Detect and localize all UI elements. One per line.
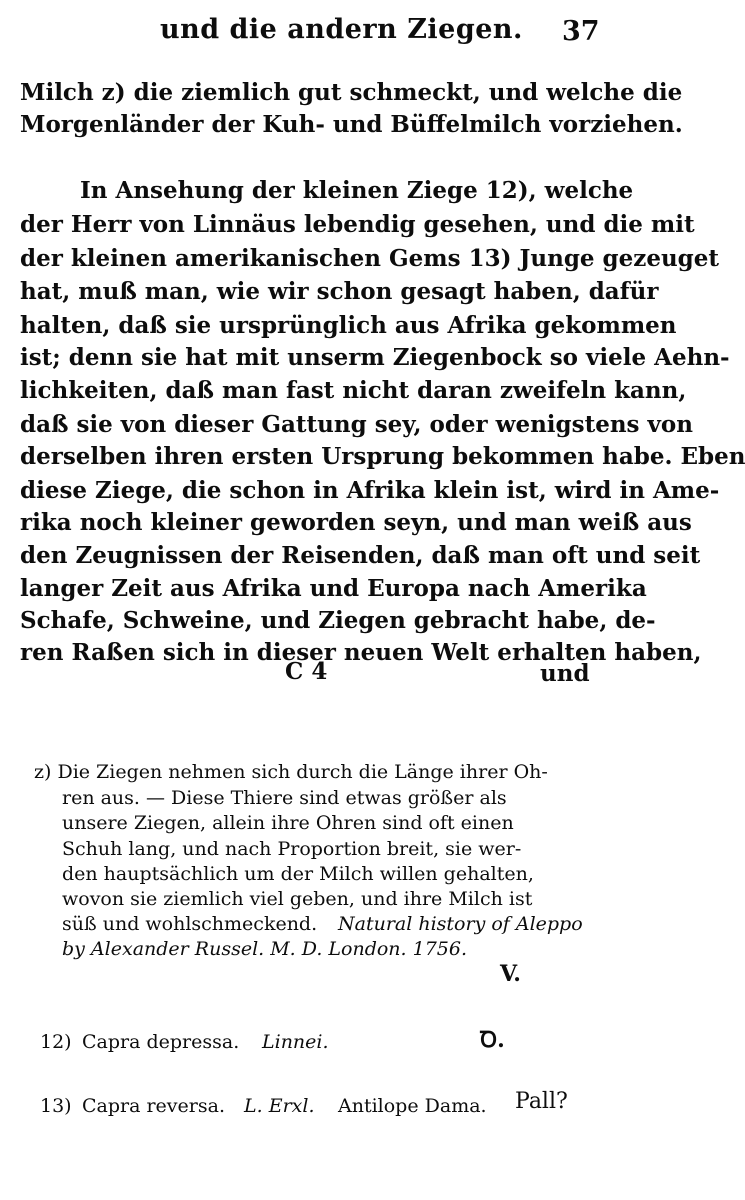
body-line: In Ansehung der kleinen Ziege 12), welche: [80, 177, 634, 204]
catchword: und: [540, 660, 590, 687]
note-author-query: Pall?: [515, 1089, 568, 1114]
note-species: Capra reversa.: [82, 1095, 225, 1117]
footnote-line: Schuh lang, und nach Proportion breit, sie wer-: [62, 838, 522, 860]
note-authors: L. Erxl.: [244, 1095, 315, 1117]
body-line: ist; denn sie hat mit unserm Ziegenbock so viele Aehn-: [20, 344, 730, 371]
body-line: daß sie von dieser Gattung sey, oder wenigstens von: [20, 411, 693, 438]
footnote-line: unsere Ziegen, allein ihre Ohren sind oft einen: [62, 812, 514, 834]
footnote-line: ren aus. — Diese Thiere sind etwas größer als: [62, 787, 507, 809]
footnote-signature: V.: [500, 961, 521, 987]
body-line: langer Zeit aus Afrika und Europa nach Amerika: [20, 575, 647, 602]
footnote-line: den hauptsächlich um der Milch willen gehalten,: [62, 863, 534, 885]
note-species: Capra depressa.: [82, 1031, 240, 1053]
note-author: Linnei.: [262, 1031, 329, 1053]
note-signature: Ꝺ.: [480, 1027, 505, 1053]
body-line: diese Ziege, die schon in Afrika klein ist, wird in Ame-: [20, 477, 720, 504]
note-marker: 12): [40, 1031, 72, 1053]
footnote-citation: by Alexander Russel. M. D. London. 1756.: [62, 938, 468, 960]
body-line: Schafe, Schweine, und Ziegen gebracht habe, de-: [20, 607, 656, 634]
footnote-citation: Natural history of Aleppo: [338, 913, 583, 935]
body-line: hat, muß man, wie wir schon gesagt haben, dafür: [20, 278, 659, 305]
body-line: lichkeiten, daß man fast nicht daran zweifeln kann,: [20, 377, 687, 404]
body-line: der Herr von Linnäus lebendig gesehen, und die mit: [20, 211, 695, 238]
footnote-line: süß und wohlschmeckend.: [62, 913, 318, 935]
body-line: Milch z) die ziemlich gut schmeckt, und welche die: [20, 79, 683, 106]
body-line: den Zeugnissen der Reisenden, daß man oft und seit: [20, 542, 701, 569]
body-line: Morgenländer der Kuh- und Büffelmilch vorziehen.: [20, 111, 683, 138]
note-marker: 13): [40, 1095, 72, 1117]
footnote-line: wovon sie ziemlich viel geben, und ihre Milch ist: [62, 888, 533, 910]
note-species-alt: Antilope Dama.: [338, 1095, 487, 1117]
footnote-line: z) Die Ziegen nehmen sich durch die Länge ihrer Oh-: [34, 761, 548, 783]
body-line: rika noch kleiner geworden seyn, und man weiß aus: [20, 509, 692, 536]
signature-mark: C 4: [285, 658, 328, 685]
running-head: und die andern Ziegen.: [160, 14, 523, 45]
page-number: 37: [562, 16, 600, 47]
body-line: der kleinen amerikanischen Gems 13) Junge gezeuget: [20, 245, 720, 272]
body-line: halten, daß sie ursprünglich aus Afrika gekommen: [20, 312, 677, 339]
body-line: derselben ihren ersten Ursprung bekommen habe. Eben: [20, 443, 745, 470]
body-line: ren Raßen sich in dieser neuen Welt erhalten haben,: [20, 639, 702, 666]
